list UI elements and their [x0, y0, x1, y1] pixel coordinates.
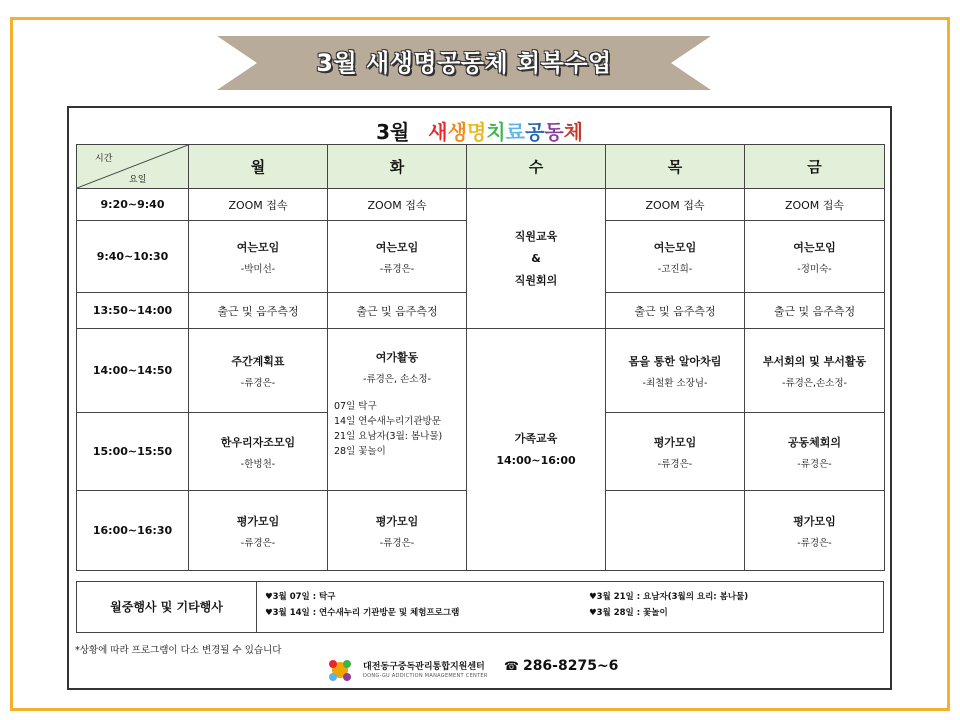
thu-checkin: 출근 및 음주측정	[606, 293, 745, 329]
schedule-title-name	[428, 120, 583, 144]
title-char: 체	[563, 120, 583, 144]
tue-leisure: 여가활동 -류경은, 손소정- 07일 탁구 14일 연수새누리기관방문 21일 요남자(3월: 봄나물) 28일 꽃놀이	[328, 329, 467, 491]
mon-checkin: 출근 및 음주측정	[189, 293, 328, 329]
schedule-title-month: 3월	[376, 120, 410, 144]
header-time-label: 시간	[95, 154, 113, 164]
header-tue: 화	[328, 145, 467, 189]
fri-program-1: 부서회의 및 부서활동 -류경은,손소정-	[745, 329, 885, 413]
thu-program-2: 평가모임 -류경은-	[606, 413, 745, 491]
wed-staff-meeting: 직원교육 & 직원회의	[467, 189, 606, 329]
mon-opening: 여는모임 -박미선-	[189, 221, 328, 293]
banner	[217, 36, 711, 90]
fri-zoom: ZOOM 접속	[745, 189, 885, 221]
center-name: 대전동구중독관리통합지원센터	[363, 662, 485, 672]
thu-opening: 여는모임 -고진희-	[606, 221, 745, 293]
wed-family-education: 가족교육 14:00~16:00	[467, 329, 606, 571]
tue-opening: 여는모임 -류경은-	[328, 221, 467, 293]
events-label: 월중행사 및 기타행사	[77, 582, 257, 632]
tue-leisure-list: 07일 탁구 14일 연수새누리기관방문 21일 요남자(3월: 봄나물) 28일 꽃놀이	[334, 401, 443, 457]
header-mon: 월	[189, 145, 328, 189]
mon-program-2: 한우리자조모임 -한벙천-	[189, 413, 328, 491]
mon-zoom: ZOOM 접속	[189, 189, 328, 221]
title-char: 명	[466, 120, 487, 144]
event-item: ♥3월 21일 : 요남자(3월의 요리: 봄나물)	[589, 592, 749, 602]
time-slot: 14:00~14:50	[77, 329, 189, 413]
time-slot: 16:00~16:30	[77, 491, 189, 571]
event-item: ♥3월 14일 : 연수새누리 기관방문 및 체험프로그램	[265, 608, 460, 618]
title-char: 새	[428, 120, 448, 144]
header-corner	[77, 145, 189, 189]
time-slot: 9:40~10:30	[77, 221, 189, 293]
fri-opening: 여는모임 -정미숙-	[745, 221, 885, 293]
center-english-name: DONG-GU ADDICTION MANAGEMENT CENTER	[363, 673, 488, 679]
time-slot: 9:20~9:40	[77, 189, 189, 221]
schedule-table	[76, 144, 885, 571]
header-wed: 수	[467, 145, 606, 189]
thu-program-1: 몸을 통한 알아차림 -최철환 소장님-	[606, 329, 745, 413]
header-day-label: 요일	[129, 175, 147, 185]
title-char: 동	[544, 120, 564, 144]
banner-title: 3월 새생명공동체 회복수업	[316, 49, 612, 77]
fri-checkin: 출근 및 음주측정	[745, 293, 885, 329]
thu-program-3	[606, 491, 745, 571]
mon-program-3: 평가모임 -류경은-	[189, 491, 328, 571]
title-char: 공	[524, 120, 545, 144]
phone-number	[504, 658, 618, 674]
header-thu: 목	[606, 145, 745, 189]
event-item: ♥3월 28일 : 꽃놀이	[589, 608, 668, 618]
mon-program-1: 주간계획표 -류경은-	[189, 329, 328, 413]
title-char: 치	[486, 120, 506, 144]
time-slot: 13:50~14:00	[77, 293, 189, 329]
fri-program-3: 평가모임 -류경은-	[745, 491, 885, 571]
thu-zoom: ZOOM 접속	[606, 189, 745, 221]
schedule-panel	[67, 106, 892, 690]
title-char: 료	[505, 120, 525, 144]
phone-number-text: 286-8275~6	[522, 658, 619, 674]
fri-program-2: 공동체회의 -류경은-	[745, 413, 885, 491]
tue-program-3: 평가모임 -류경은-	[328, 491, 467, 571]
events-box	[76, 581, 884, 633]
tue-checkin: 출근 및 음주측정	[328, 293, 467, 329]
change-note: *상황에 따라 프로그램이 다소 변경될 수 있습니다	[75, 645, 282, 656]
tue-zoom: ZOOM 접속	[328, 189, 467, 221]
phone-icon: ☎	[504, 659, 519, 673]
header-fri: 금	[745, 145, 885, 189]
event-item: ♥3월 07일 : 탁구	[265, 592, 336, 602]
title-char: 생	[447, 120, 467, 144]
center-logo-icon	[322, 655, 358, 685]
time-slot: 15:00~15:50	[77, 413, 189, 491]
